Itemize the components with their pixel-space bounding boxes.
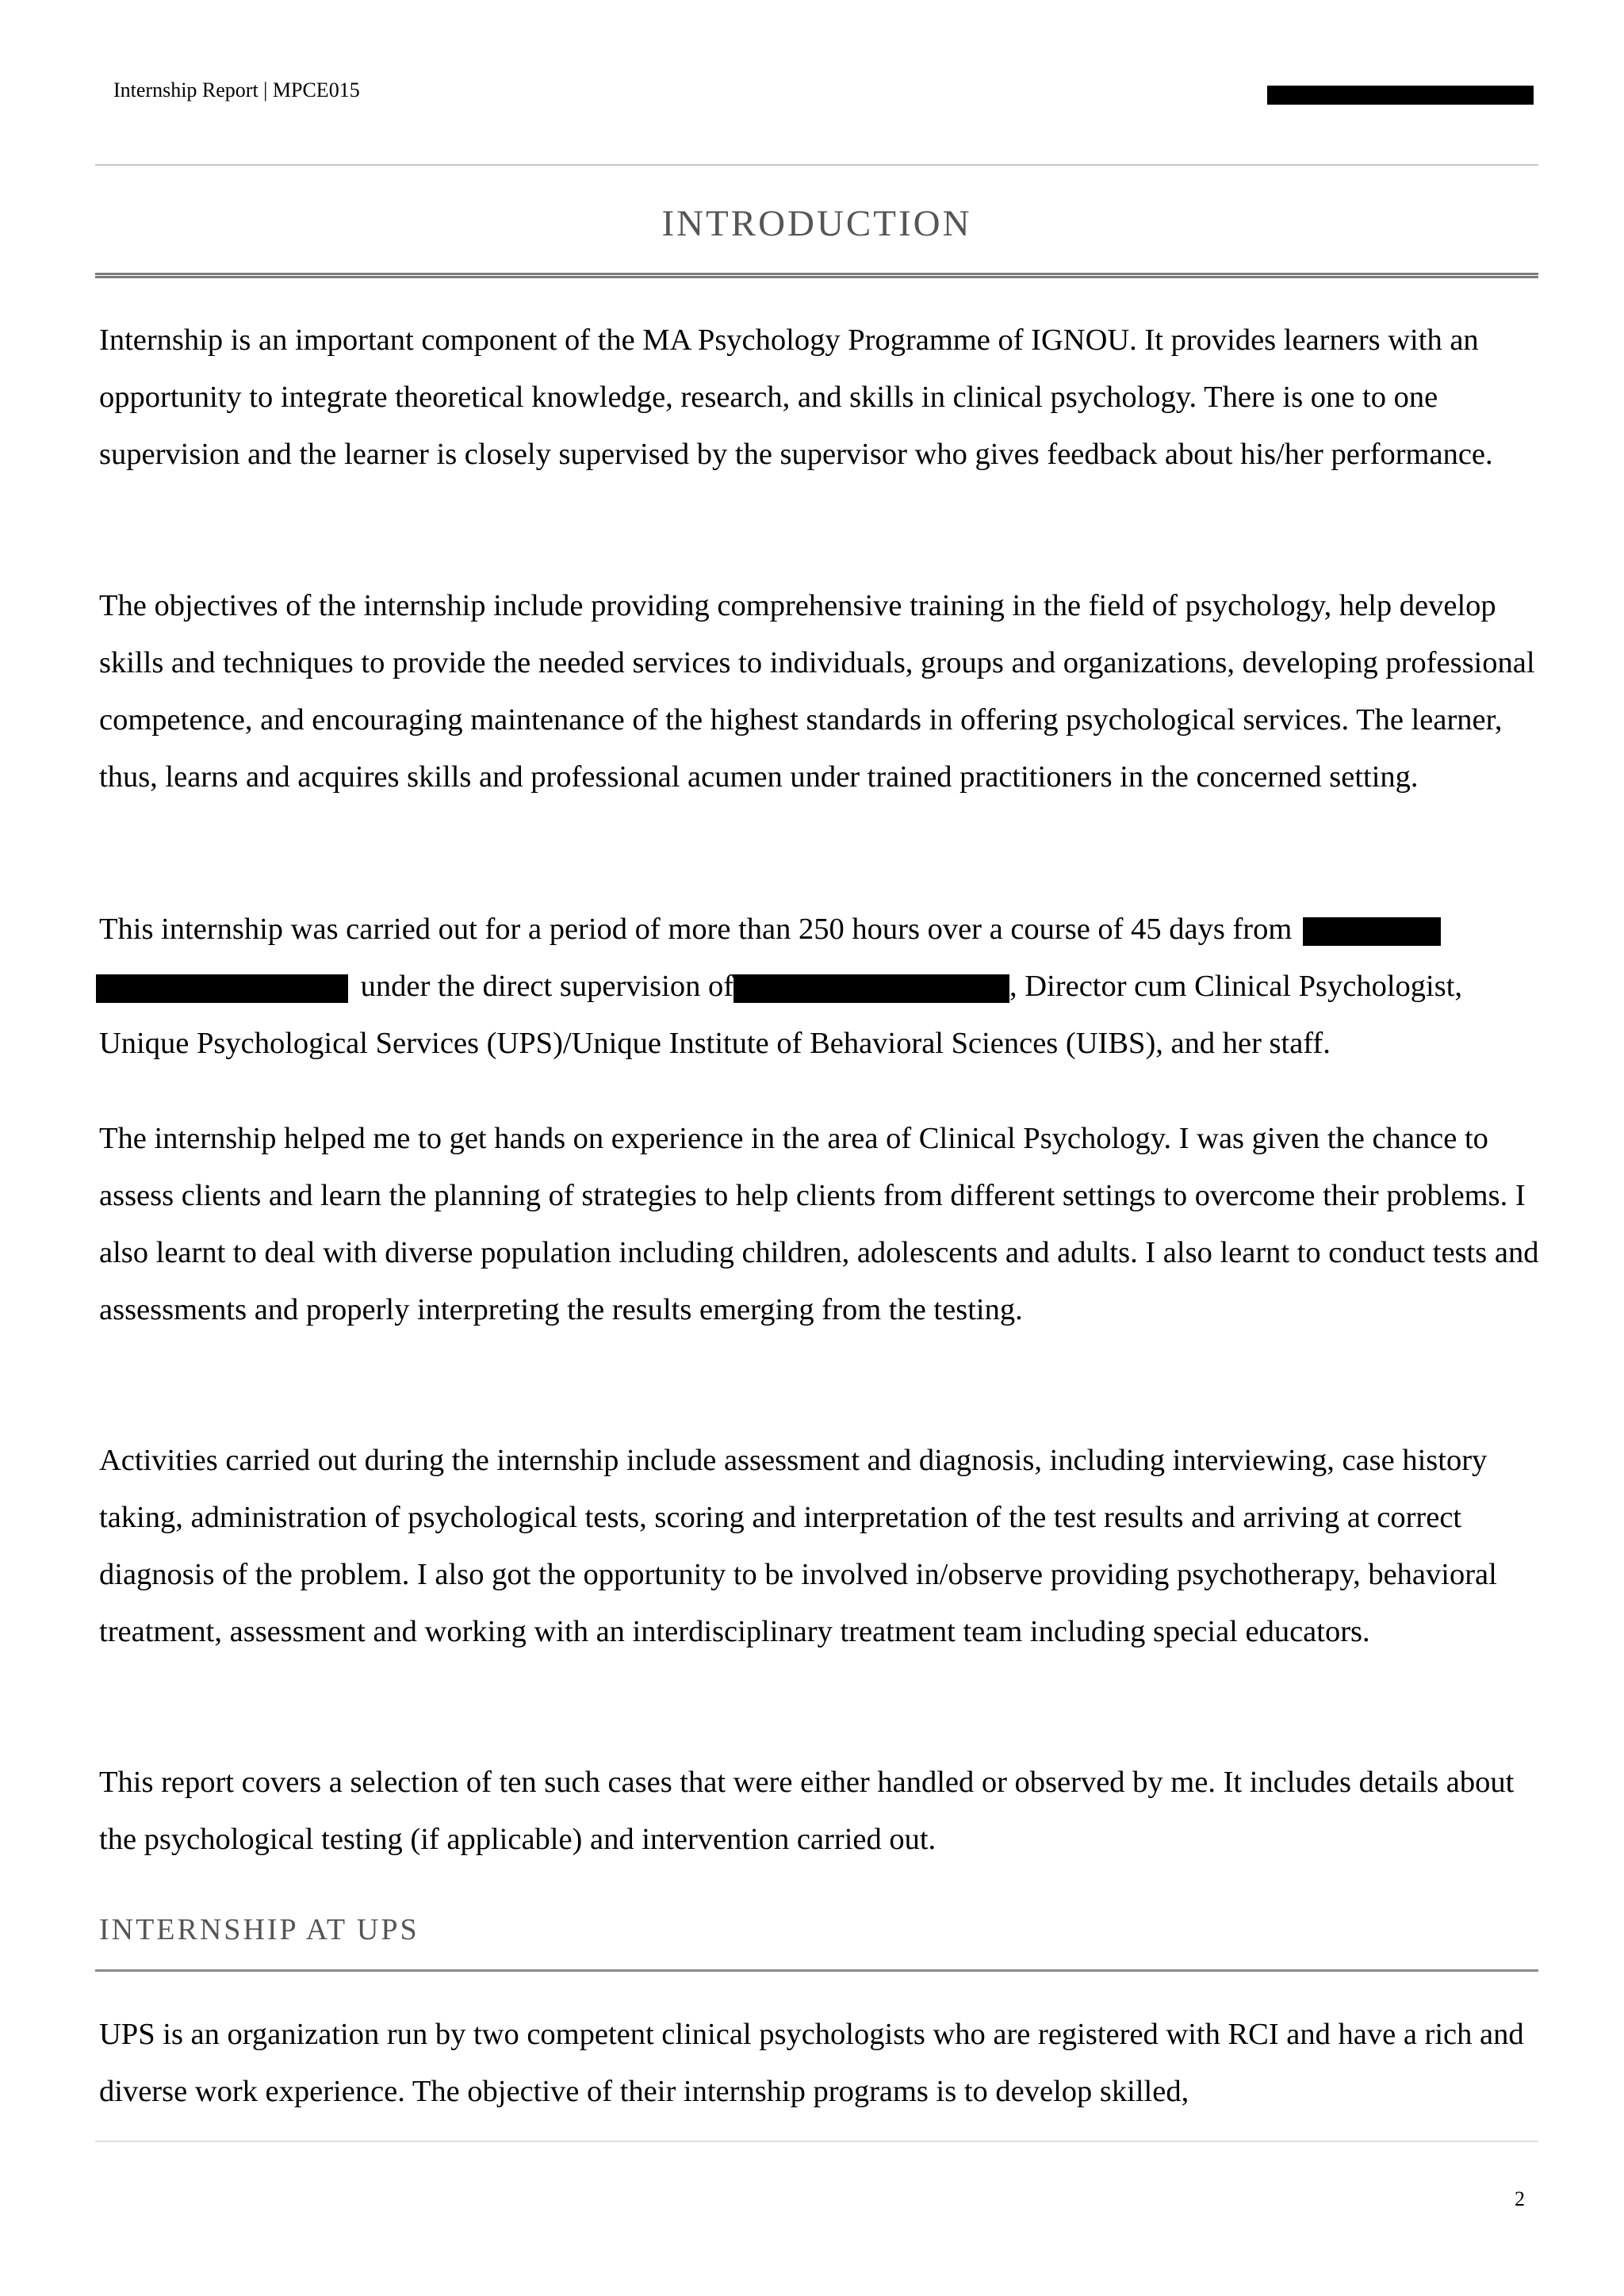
paragraph-text: The objectives of the internship include providing comprehensive training in the field of psychology, help develop skills and techniques to provide the needed services to individuals, groups and organizations, developing professional competence, and encouraging maintenance of the highest standards in offering psychological services. The learner, thus, learns and acquires skills and professional acumen under trained practitioners in the concerned setting.: [99, 589, 1535, 794]
title-double-rule: [95, 273, 1538, 278]
header-rule: [95, 164, 1538, 166]
paragraph-text: UPS is an organization run by two competent clinical psychologists who are registered with RCI and have a rich and diverse work experience. The objective of their internship programs is to develop skilled,: [99, 2018, 1524, 2108]
period-text-2: under the direct supervision of: [360, 970, 734, 1003]
redacted-end-date: [96, 974, 348, 1003]
page-number: 2: [1515, 2187, 1525, 2210]
period-text-3: , Director cum Clinical Psychologist,: [1009, 970, 1463, 1003]
period-line-3: Unique Psychological Services (UPS)/Unique Institute of Behavioral Sciences (UIBS), and her staff.: [99, 1027, 1331, 1060]
period-text-1: This internship was carried out for a period of more than 250 hours over a course of 45 days from: [99, 913, 1293, 946]
period-line-1: [99, 901, 1558, 958]
page-title: INTRODUCTION: [661, 203, 972, 244]
paragraph-text: The internship helped me to get hands on experience in the area of Clinical Psychology. I was given the chance to assess clients and learn the planning of strategies to help clients from different settings to overcome their problems. I also learnt to deal with diverse population including children, adolescents and adults. I also learnt to conduct tests and assessments and properly interpreting the results emerging from the testing.: [99, 1122, 1539, 1326]
paragraph-period: [99, 901, 1558, 1072]
redacted-supervisor-name: [733, 974, 1009, 1003]
paragraph-ups: [99, 2006, 1542, 2120]
redacted-header-block: [1267, 86, 1534, 105]
period-line-2: [99, 958, 1558, 1015]
paragraph-activities: [99, 1432, 1542, 1660]
running-header: Internship Report | MPCE015: [113, 78, 360, 101]
redacted-start-date: [1303, 917, 1441, 946]
paragraph-text: Internship is an important component of the MA Psychology Programme of IGNOU. It provides learners with an opportunity to integrate theoretical knowledge, research, and skills in clinical psychology. There is one to one supervision and the learner is closely supervised by the supervisor who gives feedback about his/her performance.: [99, 323, 1493, 471]
footer-rule: [95, 2141, 1538, 2142]
section-heading: INTERNSHIP AT UPS: [99, 1913, 419, 1946]
paragraph-report-scope: [99, 1754, 1542, 1868]
paragraph-experience: [99, 1110, 1542, 1338]
paragraph-text: This report covers a selection of ten such cases that were either handled or observed by me. It includes details about the psychological testing (if applicable) and intervention carried out.: [99, 1766, 1515, 1856]
section-rule: [95, 1969, 1538, 1972]
paragraph-intro: [99, 312, 1542, 483]
paragraph-objectives: [99, 577, 1542, 806]
paragraph-text: Activities carried out during the internship include assessment and diagnosis, including interviewing, case history taking, administration of psychological tests, scoring and interpretation of the test results and arriving at correct diagnosis of the problem. I also got the opportunity to be involved in/observe providing psychotherapy, behavioral treatment, assessment and working with an interdisciplinary treatment team including special educators.: [99, 1444, 1497, 1648]
